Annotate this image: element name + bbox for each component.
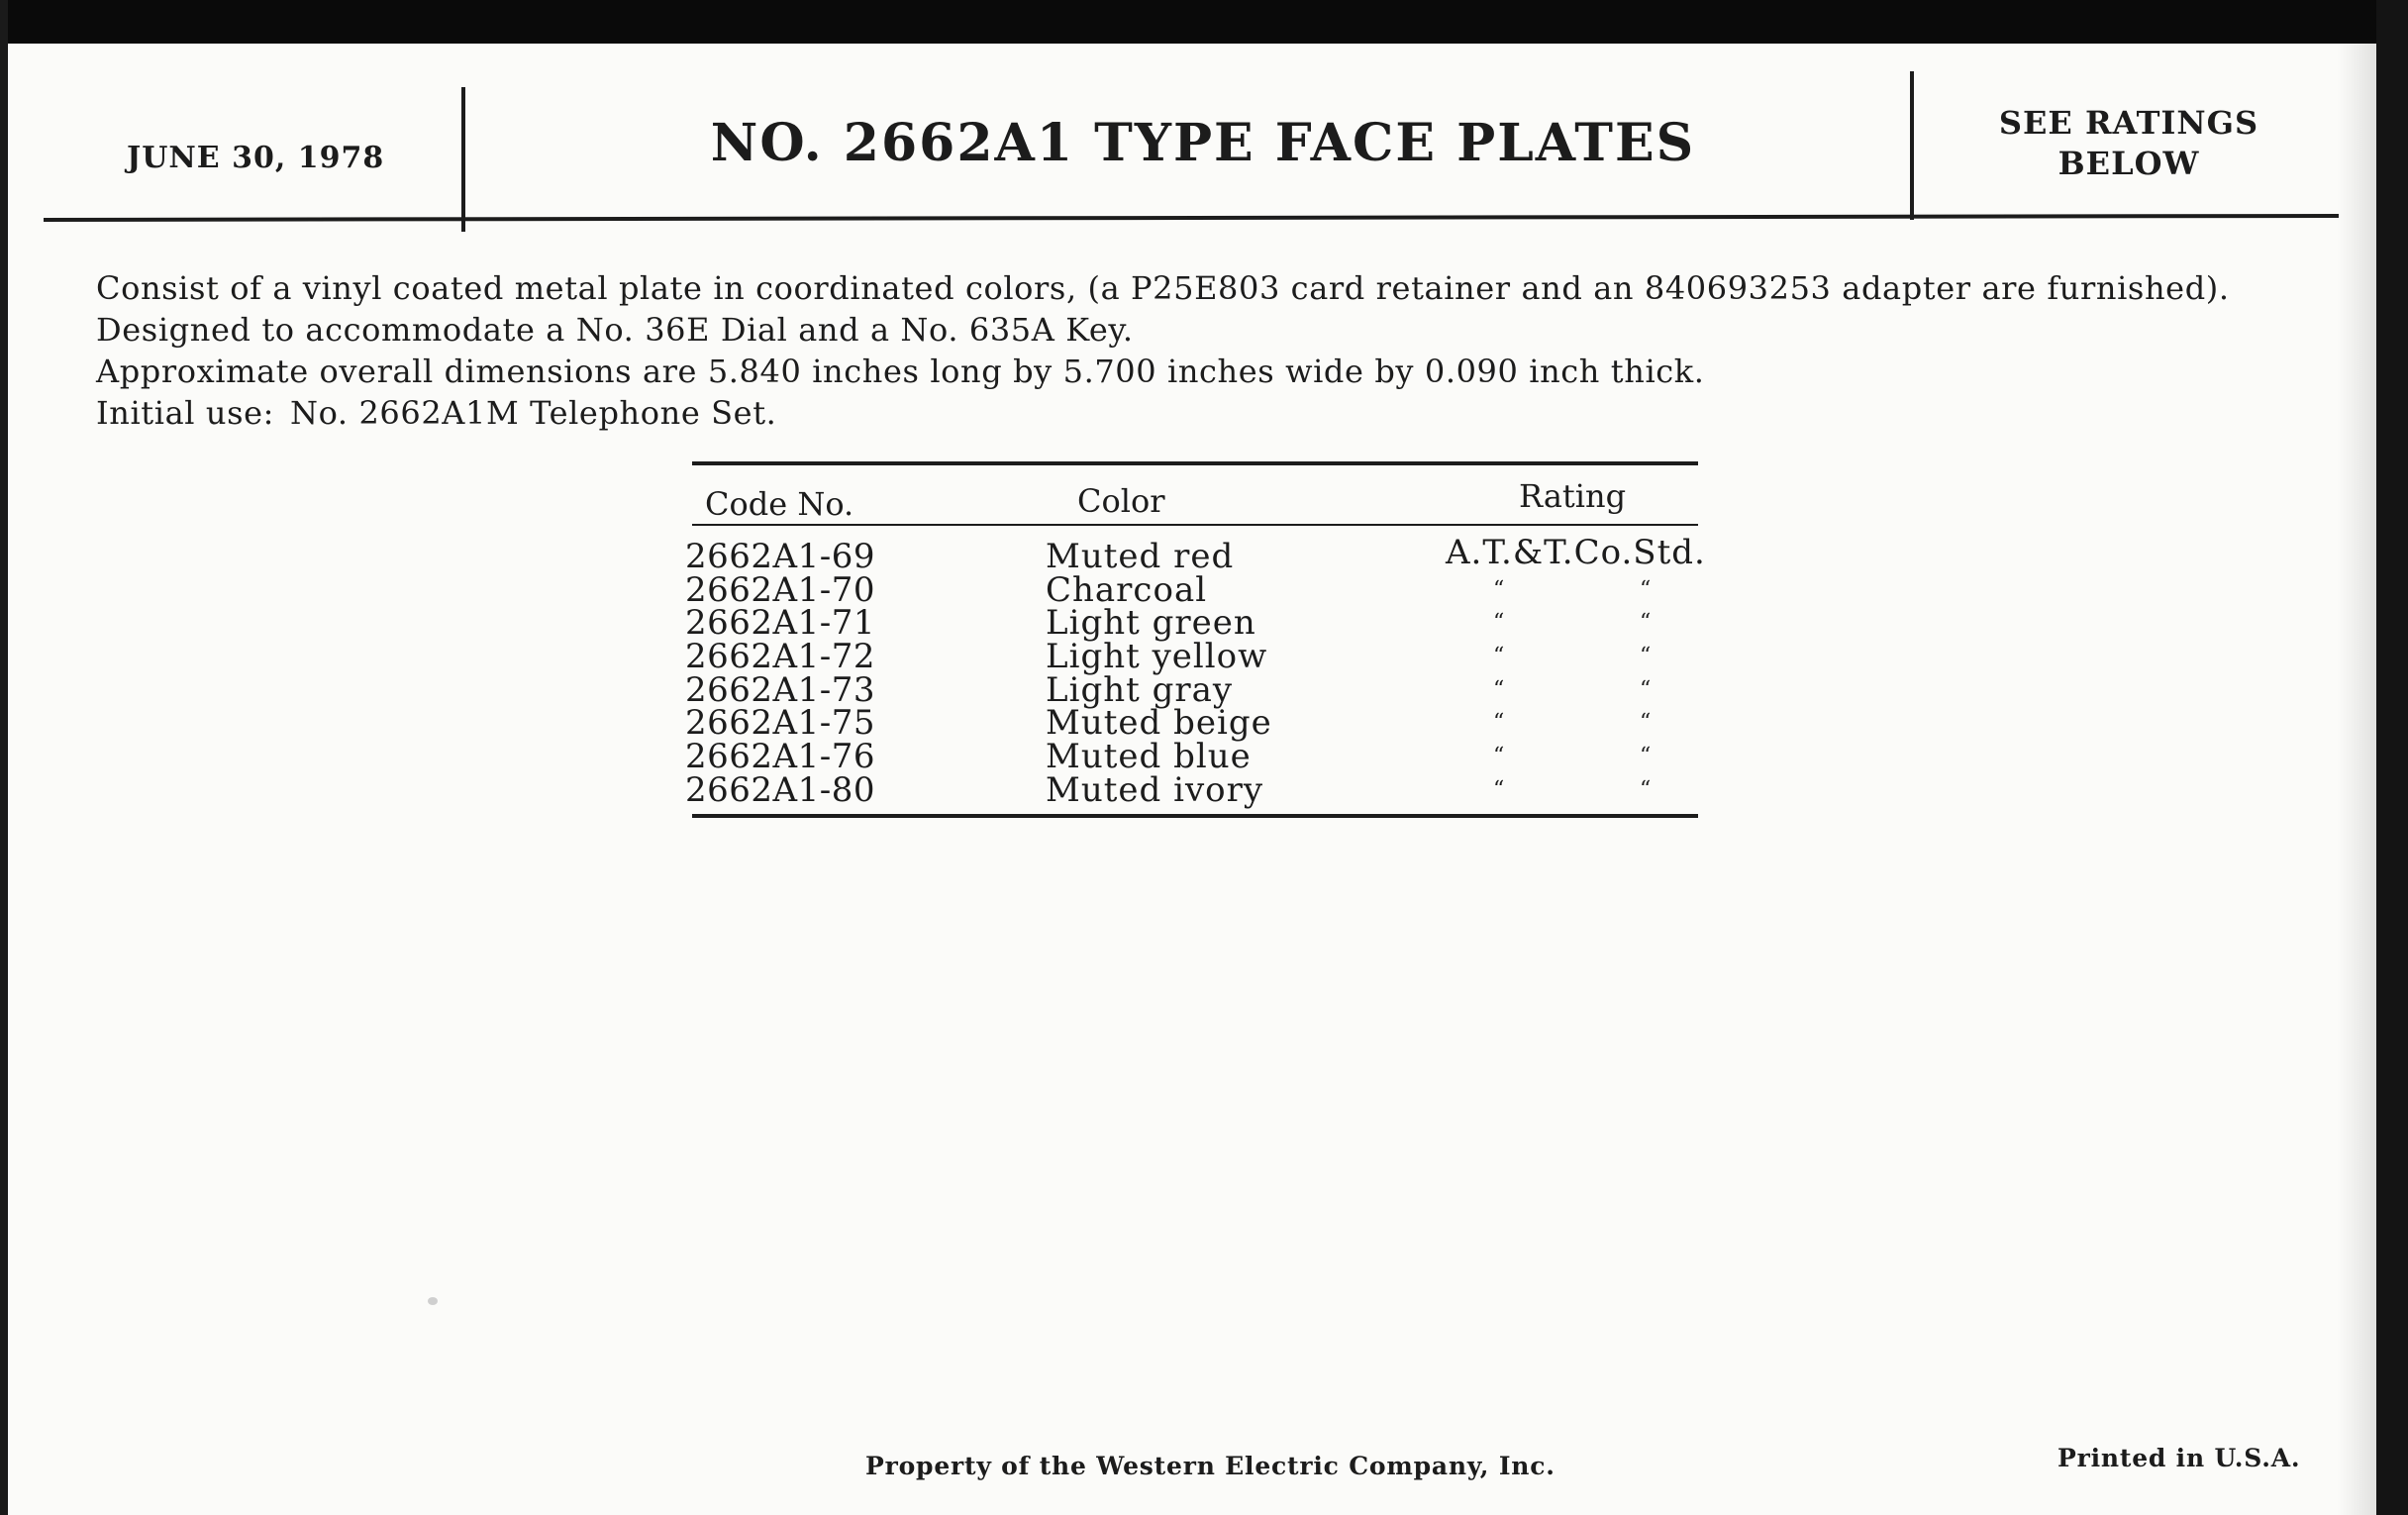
column-header-color: Color <box>1077 482 1165 520</box>
rating-standard: A.T.&T.Co.Std. <box>1446 533 1706 572</box>
column-header-code: Code No. <box>705 485 854 523</box>
ditto-mark: “ <box>1640 776 1652 802</box>
ratings-note <box>1970 103 2287 184</box>
color-cell: Light green <box>1046 603 1256 644</box>
table-row <box>685 569 1715 610</box>
ditto-mark: “ <box>1640 576 1652 602</box>
code-cell: 2662A1-75 <box>685 703 875 744</box>
color-cell: Muted beige <box>1046 703 1272 744</box>
code-cell: 2662A1-71 <box>685 603 875 644</box>
header-divider-left <box>461 87 465 232</box>
scan-border-left <box>0 0 8 1515</box>
ditto-mark: “ <box>1493 644 1505 669</box>
initial-use-value: No. 2662A1M Telephone Set. <box>290 394 777 432</box>
table-row <box>685 603 1715 644</box>
description <box>96 267 2324 434</box>
code-cell: 2662A1-72 <box>685 637 875 677</box>
color-cell: Light gray <box>1046 669 1234 710</box>
color-cell: Light yellow <box>1046 637 1268 677</box>
table-row <box>685 703 1715 744</box>
ditto-mark: “ <box>1493 744 1505 769</box>
color-cell: Charcoal <box>1046 569 1208 610</box>
ditto-mark: “ <box>1640 744 1652 769</box>
description-line: Approximate overall dimensions are 5.840 inches long by 5.700 inches wide by 0.090 inch thick. <box>96 353 1705 390</box>
ratings-note-line1: SEE RATINGS <box>1998 104 2259 142</box>
initial-use-label: Initial use: <box>96 394 275 432</box>
ditto-mark: “ <box>1640 676 1652 702</box>
paper-speck <box>428 1297 438 1305</box>
description-line: Consist of a vinyl coated metal plate in coordinated colors, (a P25E803 card retainer and an 840693253 adapter are furnished). <box>96 269 2230 307</box>
code-cell: 2662A1-70 <box>685 569 875 610</box>
ditto-mark: “ <box>1493 610 1505 636</box>
code-cell: 2662A1-80 <box>685 769 875 810</box>
rating-cell <box>1446 533 1706 572</box>
ditto-mark: “ <box>1493 676 1505 702</box>
ditto-mark: “ <box>1640 710 1652 736</box>
column-header-rating: Rating <box>1519 477 1627 515</box>
ditto-mark: “ <box>1493 776 1505 802</box>
ditto-mark: “ <box>1493 576 1505 602</box>
code-cell: 2662A1-69 <box>685 537 875 576</box>
ratings-note-line2: BELOW <box>2057 145 2200 182</box>
table-row <box>685 637 1715 677</box>
scan-border-right <box>2376 0 2408 1515</box>
table-row <box>685 737 1715 777</box>
ditto-mark: “ <box>1640 610 1652 636</box>
header-divider-right <box>1910 71 1914 220</box>
initial-use-line <box>96 392 2324 434</box>
table-body <box>685 533 1715 810</box>
color-cell: Muted blue <box>1046 737 1252 777</box>
card-edge-shadow <box>2337 44 2376 1515</box>
table-row <box>685 533 1715 576</box>
code-cell: 2662A1-73 <box>685 669 875 710</box>
ditto-mark: “ <box>1493 710 1505 736</box>
table-row <box>685 769 1715 810</box>
color-cell: Muted ivory <box>1046 769 1264 810</box>
table-row <box>685 669 1715 710</box>
table-rule-bottom <box>692 814 1698 818</box>
scan-border-top <box>0 0 2408 44</box>
issue-date: JUNE 30, 1978 <box>127 141 385 175</box>
table-rule-top <box>692 461 1698 465</box>
printed-notice: Printed in U.S.A. <box>2057 1444 2301 1472</box>
description-line: Designed to accommodate a No. 36E Dial and a No. 635A Key. <box>96 311 1134 349</box>
property-notice: Property of the Western Electric Company, Inc. <box>865 1452 1555 1480</box>
ditto-mark: “ <box>1640 644 1652 669</box>
color-cell: Muted red <box>1046 537 1235 576</box>
code-cell: 2662A1-76 <box>685 737 875 777</box>
table-rule-header <box>692 524 1698 526</box>
document-title: NO. 2662A1 TYPE FACE PLATES <box>710 113 1696 173</box>
